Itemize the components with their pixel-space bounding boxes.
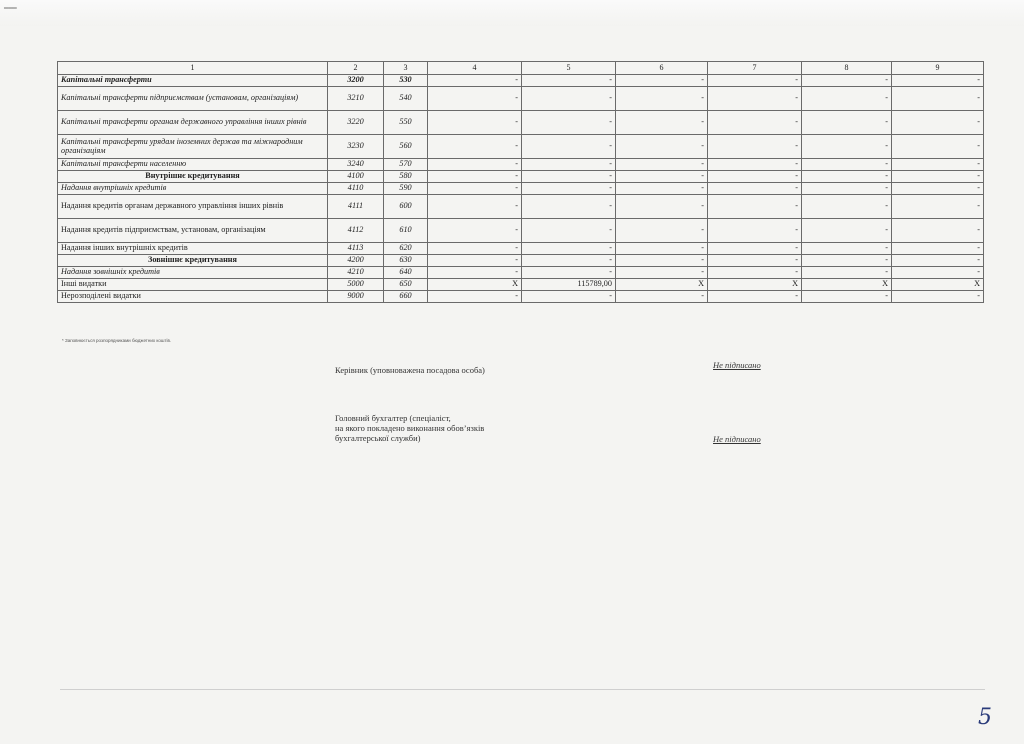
row-value: - xyxy=(428,111,522,135)
report-table-body xyxy=(58,62,984,303)
row-code: 4112 xyxy=(328,219,384,243)
row-line-code: 590 xyxy=(384,183,428,195)
row-value: - xyxy=(522,183,616,195)
corner-mark: ═══ xyxy=(4,6,17,12)
row-value: - xyxy=(708,75,802,87)
row-value: - xyxy=(892,75,984,87)
row-value: - xyxy=(522,159,616,171)
row-value: - xyxy=(616,159,708,171)
row-name: Надання інших внутрішніх кредитів xyxy=(58,243,328,255)
row-value: - xyxy=(616,111,708,135)
row-value: - xyxy=(892,111,984,135)
row-name: Капітальні трансферти підприємствам (установам, організаціям) xyxy=(58,87,328,111)
row-value: - xyxy=(522,255,616,267)
column-header: 9 xyxy=(892,62,984,75)
handwritten-page-number: 5 xyxy=(978,705,992,730)
table-row xyxy=(58,183,984,195)
row-value: - xyxy=(802,255,892,267)
table-row xyxy=(58,171,984,183)
row-line-code: 570 xyxy=(384,159,428,171)
expenditure-report-table xyxy=(57,61,984,303)
row-name: Інші видатки xyxy=(58,279,328,291)
row-code: 4113 xyxy=(328,243,384,255)
row-value: - xyxy=(522,135,616,159)
row-value: - xyxy=(428,291,522,303)
row-code: 4100 xyxy=(328,171,384,183)
row-value: - xyxy=(892,87,984,111)
row-value: - xyxy=(708,87,802,111)
row-value: X xyxy=(616,279,708,291)
column-header: 2 xyxy=(328,62,384,75)
table-row xyxy=(58,135,984,159)
row-value: 115789,00 xyxy=(522,279,616,291)
row-value: - xyxy=(522,243,616,255)
table-row xyxy=(58,267,984,279)
row-value: - xyxy=(428,87,522,111)
table-row xyxy=(58,291,984,303)
row-value: - xyxy=(428,159,522,171)
row-value: - xyxy=(802,75,892,87)
table-row xyxy=(58,279,984,291)
row-name: Внутрішнє кредитування xyxy=(58,171,328,183)
accountant-label-line: бухгалтерської служби) xyxy=(335,433,421,443)
row-line-code: 530 xyxy=(384,75,428,87)
column-header: 3 xyxy=(384,62,428,75)
row-value: - xyxy=(802,291,892,303)
column-header: 1 xyxy=(58,62,328,75)
row-value: - xyxy=(892,183,984,195)
row-value: - xyxy=(802,219,892,243)
row-value: - xyxy=(802,135,892,159)
row-value: - xyxy=(892,195,984,219)
row-value: - xyxy=(708,183,802,195)
row-value: - xyxy=(892,243,984,255)
row-value: - xyxy=(428,135,522,159)
row-value: - xyxy=(616,195,708,219)
row-line-code: 640 xyxy=(384,267,428,279)
row-name: Капітальні трансферти населенню xyxy=(58,159,328,171)
row-value: - xyxy=(616,267,708,279)
row-value: - xyxy=(428,219,522,243)
row-value: - xyxy=(708,111,802,135)
row-value: - xyxy=(522,267,616,279)
footnote: * Заповнюється розпорядниками бюджетних коштів. xyxy=(62,338,172,343)
accountant-label-line: на якого покладено виконання обов’язків xyxy=(335,423,485,433)
row-value: - xyxy=(802,171,892,183)
head-signature-label: Керівник (уповноважена посадова особа) xyxy=(335,365,485,375)
column-header: 4 xyxy=(428,62,522,75)
scan-top-strip xyxy=(0,0,1024,26)
row-value: - xyxy=(522,75,616,87)
row-name: Надання кредитів підприємствам, установам, організаціям xyxy=(58,219,328,243)
row-value: - xyxy=(802,87,892,111)
row-value: X xyxy=(892,279,984,291)
row-value: - xyxy=(708,291,802,303)
row-value: - xyxy=(802,267,892,279)
row-value: X xyxy=(428,279,522,291)
row-value: - xyxy=(708,171,802,183)
row-value: - xyxy=(892,255,984,267)
row-value: - xyxy=(428,255,522,267)
row-code: 4110 xyxy=(328,183,384,195)
row-value: - xyxy=(708,255,802,267)
row-line-code: 610 xyxy=(384,219,428,243)
row-value: X xyxy=(708,279,802,291)
row-code: 4200 xyxy=(328,255,384,267)
row-name: Капітальні трансферти урядам іноземних держав та міжнародним організаціям xyxy=(58,135,328,159)
row-name: Капітальні трансферти xyxy=(58,75,328,87)
row-value: - xyxy=(522,111,616,135)
row-value: - xyxy=(616,135,708,159)
row-value: - xyxy=(708,135,802,159)
row-value: - xyxy=(522,291,616,303)
row-line-code: 580 xyxy=(384,171,428,183)
row-name: Надання кредитів органам державного управління інших рівнів xyxy=(58,195,328,219)
footer-divider xyxy=(60,689,985,690)
row-code: 9000 xyxy=(328,291,384,303)
row-value: - xyxy=(616,255,708,267)
table-row xyxy=(58,159,984,171)
row-line-code: 550 xyxy=(384,111,428,135)
row-line-code: 560 xyxy=(384,135,428,159)
row-value: - xyxy=(522,195,616,219)
row-code: 3240 xyxy=(328,159,384,171)
row-line-code: 620 xyxy=(384,243,428,255)
row-value: X xyxy=(802,279,892,291)
table-row xyxy=(58,87,984,111)
row-name: Зовнішнє кредитування xyxy=(58,255,328,267)
row-value: - xyxy=(616,291,708,303)
row-value: - xyxy=(428,267,522,279)
row-line-code: 660 xyxy=(384,291,428,303)
row-name: Нерозподілені видатки xyxy=(58,291,328,303)
row-value: - xyxy=(708,243,802,255)
row-value: - xyxy=(802,243,892,255)
head-signature-status: Не підписано xyxy=(713,360,761,370)
row-code: 3210 xyxy=(328,87,384,111)
row-value: - xyxy=(802,111,892,135)
row-value: - xyxy=(616,183,708,195)
row-value: - xyxy=(708,267,802,279)
row-value: - xyxy=(522,87,616,111)
row-line-code: 600 xyxy=(384,195,428,219)
column-header: 8 xyxy=(802,62,892,75)
row-value: - xyxy=(616,219,708,243)
row-name: Надання зовнішніх кредитів xyxy=(58,267,328,279)
row-value: - xyxy=(428,195,522,219)
column-number-row xyxy=(58,62,984,75)
column-header: 5 xyxy=(522,62,616,75)
row-code: 5000 xyxy=(328,279,384,291)
row-value: - xyxy=(708,159,802,171)
row-value: - xyxy=(892,171,984,183)
column-header: 6 xyxy=(616,62,708,75)
row-value: - xyxy=(892,219,984,243)
row-code: 3220 xyxy=(328,111,384,135)
row-value: - xyxy=(428,171,522,183)
row-line-code: 630 xyxy=(384,255,428,267)
row-value: - xyxy=(892,291,984,303)
row-code: 4111 xyxy=(328,195,384,219)
row-value: - xyxy=(802,183,892,195)
row-value: - xyxy=(708,219,802,243)
accountant-label-line: Головний бухгалтер (спеціаліст, xyxy=(335,413,451,423)
row-name: Капітальні трансферти органам державного управління інших рівнів xyxy=(58,111,328,135)
row-value: - xyxy=(892,135,984,159)
row-value: - xyxy=(616,75,708,87)
row-value: - xyxy=(522,219,616,243)
row-value: - xyxy=(428,243,522,255)
row-value: - xyxy=(802,195,892,219)
row-line-code: 650 xyxy=(384,279,428,291)
table-row xyxy=(58,255,984,267)
accountant-signature-label xyxy=(335,413,484,443)
row-code: 4210 xyxy=(328,267,384,279)
column-header: 7 xyxy=(708,62,802,75)
table-row xyxy=(58,219,984,243)
row-name: Надання внутрішніх кредитів xyxy=(58,183,328,195)
row-line-code: 540 xyxy=(384,87,428,111)
row-value: - xyxy=(802,159,892,171)
row-value: - xyxy=(428,75,522,87)
row-code: 3200 xyxy=(328,75,384,87)
table-row xyxy=(58,75,984,87)
row-value: - xyxy=(616,171,708,183)
row-value: - xyxy=(428,183,522,195)
row-value: - xyxy=(708,195,802,219)
row-value: - xyxy=(616,243,708,255)
row-value: - xyxy=(616,87,708,111)
accountant-signature-status: Не підписано xyxy=(713,434,761,444)
table-row xyxy=(58,111,984,135)
row-value: - xyxy=(892,267,984,279)
row-code: 3230 xyxy=(328,135,384,159)
row-value: - xyxy=(892,159,984,171)
table-row xyxy=(58,243,984,255)
row-value: - xyxy=(522,171,616,183)
table-row xyxy=(58,195,984,219)
